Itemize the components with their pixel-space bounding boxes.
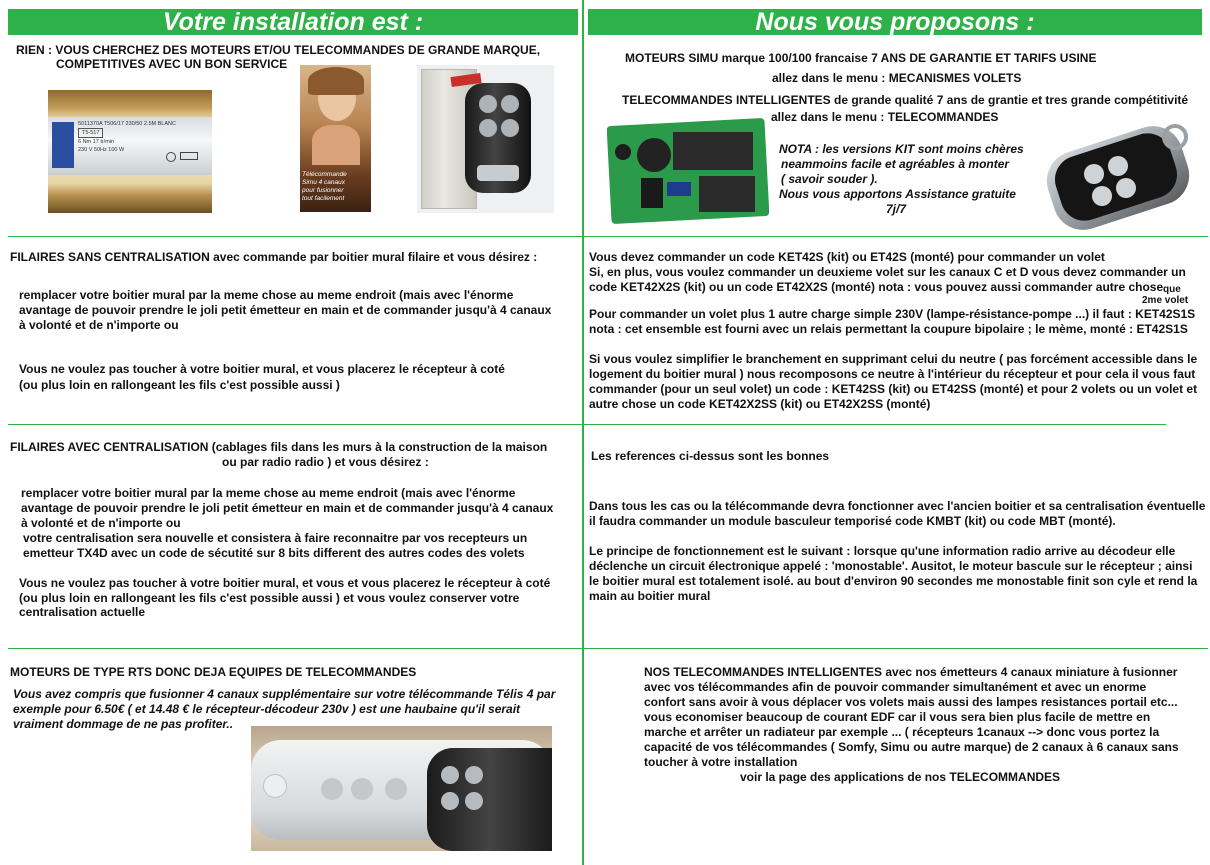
s2-right-l2: Si, en plus, vous voulez commander un deuxieme volet sur les canaux C et D vous devez commander un [589, 265, 1186, 279]
s2-right-l4: Pour commander un volet plus 1 autre charge simple 230V (lampe-résistance-pompe ...) il faut : KET42S1S [589, 307, 1196, 321]
s1-right-line2: allez dans le menu : MECANISMES VOLETS [772, 71, 1022, 85]
nota-line3: ( savoir souder ). [781, 172, 878, 186]
woman-caption-1: Télécommande [302, 171, 347, 178]
s3-right-l6: le boitier mural est totalement isolé. au bout d'environ 90 secondes me monostable finit son cyle et rend la [589, 574, 1198, 588]
s2-right-l1: Vous devez commander un code KET42S (kit) ou ET42S (monté) pour commander un volet [589, 250, 1105, 264]
s2-right-l3b: que [1163, 284, 1181, 295]
s4-left-p-l2: exemple pour 6.50€ ( et 14.48 € le récepteur-décodeur 230v ) est une haubaine qu'il serait [13, 702, 521, 716]
s3-left-title-l2: ou par radio radio ) et vous désirez : [222, 455, 429, 469]
woman-caption-3: pour fusionner [302, 187, 344, 194]
s2-right-l6: Si vous voulez simplifier le branchement en supprimant celui du neutre ( pas forcément accessible dans le [589, 352, 1198, 366]
s2-right-l3: code KET42X2S (kit) ou un code ET42X2S (monté) nota : vous pouvez aussi commander autre chose [589, 280, 1164, 294]
s4-right-l2: avec vos télécommandes afin de pouvoir commander simultanément et avec un enorme [644, 680, 1147, 694]
s3-left-p2-l1: Vous ne voulez pas toucher à votre boitier mural, et vous et vous placerez le récepteur à coté [19, 576, 551, 590]
receiver-board-photo [607, 118, 769, 224]
motor-label-line4: 230 V 50Hz 100 W [78, 147, 125, 153]
nota-line1: NOTA : les versions KIT sont moins chères [779, 142, 1024, 156]
s2-right-l9: autre chose un code KET42X2SS (kit) ou ET42X2SS (monté) [589, 397, 931, 411]
woman-caption-2: Simu 4 canaux [302, 179, 345, 186]
motor-label-line1: 5011370A T506/17 230/50 2.5M BLANC [78, 121, 176, 127]
s4-right-l1: NOS TELECOMMANDES INTELLIGENTES avec nos émetteurs 4 canaux miniature à fusionner [644, 665, 1178, 679]
divider-row1 [8, 236, 1208, 237]
s3-left-p1-l5: emetteur TX4D avec un code de sécutité sur 8 bits different des autres codes des volets [23, 546, 525, 560]
s3-right-l3: il faudra commander un module basculeur temporisé code KMBT (kit) ou code MBT (monté). [589, 514, 1116, 528]
s2-left-title: FILAIRES SANS CENTRALISATION avec commande par boitier mural filaire et vous désirez : [10, 250, 538, 264]
s1-left-line1: RIEN : VOUS CHERCHEZ DES MOTEURS ET/OU TELECOMMANDES DE GRANDE MARQUE, [16, 43, 541, 57]
motor-label-line2: T5-517 [78, 128, 103, 138]
s2-right-l8: commander (pour un seul volet) un code : KET42SS (kit) ou ET42SS (monté) et pour 2 volets ou un volet et [589, 382, 1198, 396]
s1-right-line3: TELECOMMANDES INTELLIGENTES de grande qualité 7 ans de grantie et tres grande compétitivité [622, 93, 1189, 107]
s1-left-line2: COMPETITIVES AVEC UN BON SERVICE [56, 57, 288, 71]
s3-right-l5: déclenche un circuit électronique appelé : 'monostable'. Ausitot, le moteur bascule sur le récepteur ; ainsi [589, 559, 1193, 573]
center-divider [582, 0, 584, 865]
s3-right-l1: Les references ci-dessus sont les bonnes [591, 449, 830, 463]
motor-label-line3: 6 Nm 17 tr/min [78, 139, 115, 145]
simu-motor-photo [48, 90, 212, 213]
s3-right-l4: Le principe de fonctionnement est le suivant : lorsque qu'une information radio arrive au décodeur elle [589, 544, 1176, 558]
divider-row2-left [8, 424, 582, 425]
s4-left-p-l1: Vous avez compris que fusionner 4 canaux supplémentaire sur votre télécommande Télis 4 par [13, 687, 556, 701]
s4-right-l6: capacité de vos télécommandes ( Somfy, Simu ou autre marque) de 2 canaux à 6 canaux sans [644, 740, 1179, 754]
s3-left-p1-l4: votre centralisation sera nouvelle et consistera à faire reconnaitre par vos recepteurs un [23, 531, 528, 545]
s1-right-line1: MOTEURS SIMU marque 100/100 francaise 7 ANS DE GARANTIE ET TARIFS USINE [625, 51, 1097, 65]
s3-left-p2-l2: (ou plus loin en rallongeant les fils c'est possible aussi ) et vous voulez conserver votre [19, 591, 520, 605]
s4-right-l4: vous economiser beaucoup de courant EDF car il vous sera bien plus facile de mettre en [644, 710, 1151, 724]
s3-left-p1-l2: avantage de pouvoir prendre le joli petit émetteur en main et de commander jusqu'à 4 canaux [21, 501, 554, 515]
s2-left-p1-l1: remplacer votre boitier mural par la meme chose au meme endroit (mais avec l'énorme [19, 288, 514, 302]
s3-left-p1-l3: à volonté et de n'importe ou [21, 516, 181, 530]
divider-row3 [8, 648, 1208, 649]
woman-caption-4: tout facilement [302, 195, 345, 202]
s3-right-l2: Dans tous les cas ou la télécommande devra fonctionner avec l'ancien boitier et sa centralisation éventuelle [589, 499, 1206, 513]
s2-left-p2-l2: (ou plus loin en rallongeant les fils c'est possible aussi ) [19, 378, 340, 392]
telis-remote-photo [251, 726, 552, 851]
right-banner: Nous vous proposons : [588, 9, 1202, 35]
woman-remote-photo [300, 65, 371, 212]
s4-right-l5: marche et arrêter un radiateur par exemple ... ( récepteurs 1canaux --> donc vous portez la [644, 725, 1160, 739]
s1-right-line4: allez dans le menu : TELECOMMANDES [771, 110, 999, 124]
keyfob-remote-photo [1032, 118, 1200, 230]
s3-left-p2-l3: centralisation actuelle [19, 605, 146, 619]
s2-right-l3c: 2me volet [1142, 295, 1189, 306]
nota-line5: 7j/7 [886, 202, 907, 216]
s2-left-p2-l1: Vous ne voulez pas toucher à votre boitier mural, et vous placerez le récepteur à coté [19, 362, 505, 376]
nota-line4: Nous vous apportons Assistance gratuite [779, 187, 1016, 201]
s4-right-link[interactable]: voir la page des applications de nos TELECOMMANDES [740, 770, 1061, 784]
divider-row2-right [584, 424, 1166, 425]
s4-right-l7: toucher à votre installation [644, 755, 798, 769]
s2-right-l7: logement du boitier mural ) nous recomposons ce neutre à l'intérieur du récepteur et pour cela il vous faut [589, 367, 1196, 381]
s2-left-p1-l3: à volonté et de n'importe ou [19, 318, 179, 332]
s3-left-p1-l1: remplacer votre boitier mural par la meme chose au meme endroit (mais avec l'énorme [21, 486, 516, 500]
s3-right-l7: main au boitier mural [589, 589, 711, 603]
wall-box-remote-photo [417, 65, 554, 213]
s4-left-title: MOTEURS DE TYPE RTS DONC DEJA EQUIPES DE TELECOMMANDES [10, 665, 417, 679]
s4-left-p-l3: vraiment dommage de ne pas profiter.. [13, 717, 234, 731]
s2-right-l5: nota : cet ensemble est fourni avec un relais permettant la coupure bipolaire ; le mème, monté : ET42S1S [589, 322, 1188, 336]
left-banner: Votre installation est : [8, 9, 578, 35]
s3-left-title-l1: FILAIRES AVEC CENTRALISATION (cablages fils dans les murs à la construction de la maison [10, 440, 548, 454]
s2-left-p1-l2: avantage de pouvoir prendre le joli petit émetteur en main et de commander jusqu'à 4 canaux [19, 303, 552, 317]
s4-right-l3: confort sans avoir à vous déplacer vos volets mais aussi des lampes resistances portail etc... [644, 695, 1178, 709]
nota-line2: neammoins facile et agréables à monter [781, 157, 1010, 171]
